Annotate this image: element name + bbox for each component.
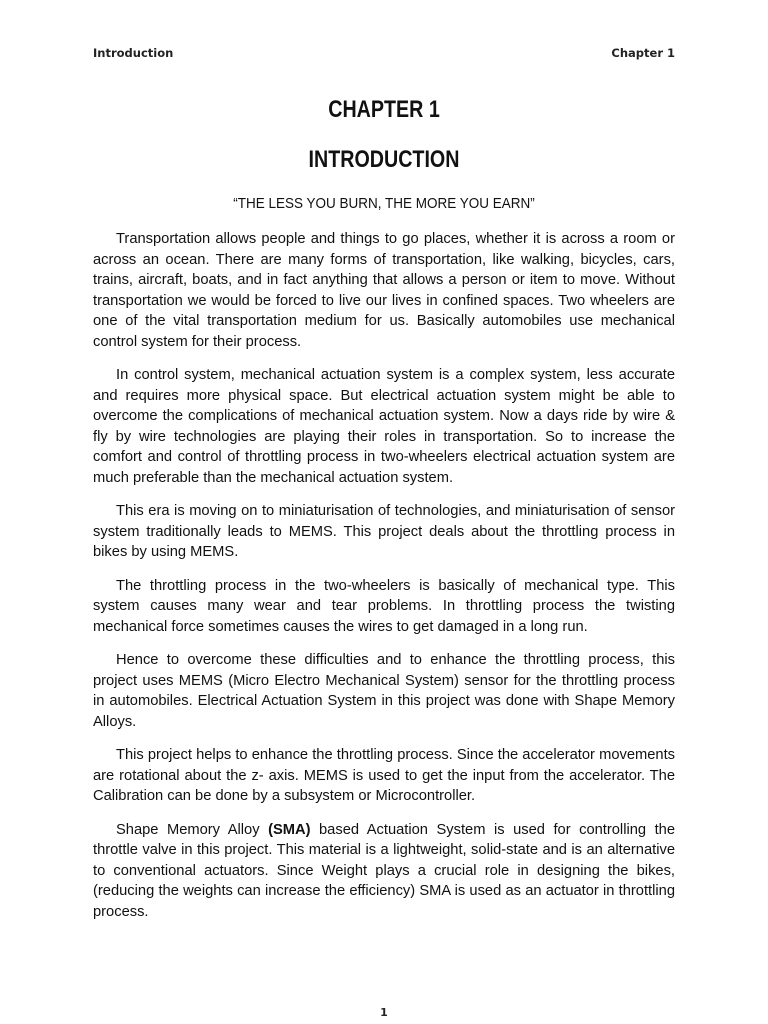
header-section-title: Introduction (93, 46, 174, 60)
page-number: 1 (380, 1006, 388, 1019)
chapter-title-heading: INTRODUCTION (308, 146, 460, 173)
paragraph: Transportation allows people and things to go places, whether it is across a room or across an ocean. There are many forms of transportation, like walking, bicycles, cars, trains, aircraft, boats, and in fact anything that allows a person or item to move. Without transportation we would be forced to live our lives in confined spaces. Two wheelers are one of the vital transportation medium for us. Basically automobiles use mechanical control system for their process. (93, 231, 675, 350)
paragraph-sma (93, 820, 675, 923)
chapter-motto: “THE LESS YOU BURN, THE MORE YOU EARN” (233, 195, 535, 212)
paragraph: This era is moving on to miniaturisation of technologies, and miniaturisation of sensor system traditionally leads to MEMS. This project deals about the throttling process in bikes by using MEMS. (93, 503, 675, 560)
sma-text-after: based Actuation System is used for controlling the throttle valve in this project. This material is a lightweight, solid-state and is an alternative to conventional actuators. Since Weight plays a crucial role in designing the bikes, (reducing the weights can increase the efficiency) SMA is used as an actuator in throttling process. (93, 821, 675, 920)
sma-bold-term: (SMA) (268, 821, 311, 838)
paragraph: This project helps to enhance the throttling process. Since the accelerator movements are rotational about the z- axis. MEMS is used to get the input from the accelerator. The Calibration can be done by a subsystem or Microcontroller. (93, 747, 675, 804)
paragraph: The throttling process in the two-wheelers is basically of mechanical type. This system causes many wear and tear problems. In throttling process the twisting mechanical force sometimes causes the wires to get damaged in a long run. (93, 577, 675, 635)
chapter-number-heading: CHAPTER 1 (328, 96, 440, 123)
sma-text-before: Shape Memory Alloy (116, 821, 269, 838)
body-text (93, 229, 675, 935)
paragraph: Hence to overcome these difficulties and to enhance the throttling process, this project uses MEMS (Micro Electro Mechanical System) sensor for the throttling process in automobiles. Electrical Actuation System in this project was done with Shape Memory Alloys. (93, 652, 675, 730)
running-header (93, 46, 675, 62)
paragraph: In control system, mechanical actuation system is a complex system, less accurate and requires more physical space. But electrical actuation system might be able to overcome the complications of mechanical actuation system. Now a days ride by wire & fly by wire technologies are playing their roles in transportation. So to increase the comfort and control of throttling process in two-wheelers electrical actuation system are much preferable than the mechanical actuation system. (93, 367, 675, 486)
title-block (93, 94, 675, 214)
header-chapter-label: Chapter 1 (611, 46, 675, 60)
